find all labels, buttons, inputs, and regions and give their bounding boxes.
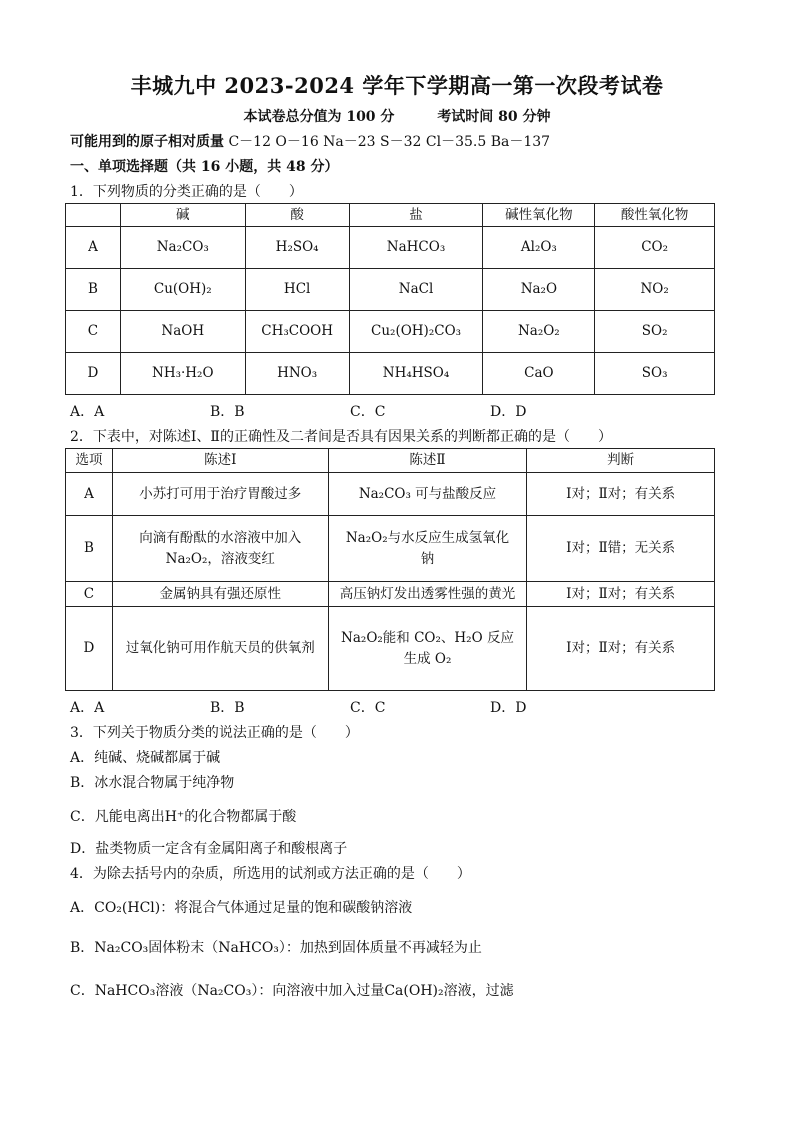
q1-cell: C <box>66 311 121 353</box>
q1-cell: Na₂O₂ <box>483 311 595 353</box>
q1-option-c: C．C <box>350 404 386 420</box>
q1-row-b <box>66 269 715 311</box>
q2-cell: 过氧化钠可用作航天员的供氧剂 <box>112 607 328 691</box>
q1-cell: NaOH <box>120 311 245 353</box>
q2-row-d <box>66 607 715 691</box>
q1-cell: NH₄HSO₄ <box>349 353 483 395</box>
q1-cell: Cu(OH)₂ <box>120 269 245 311</box>
q2-stem: 2．下表中，对陈述Ⅰ、Ⅱ的正确性及二者间是否具有因果关系的判断都正确的是（ ） <box>70 429 612 445</box>
q1-cell: CO₂ <box>595 227 715 269</box>
q1-header-cell: 酸性氧化物 <box>595 204 715 227</box>
q1-cell: A <box>66 227 121 269</box>
q1-cell: NaCl <box>349 269 483 311</box>
q1-row-c <box>66 311 715 353</box>
q2-header-cell: 判断 <box>527 449 715 473</box>
q1-cell: D <box>66 353 121 395</box>
q1-cell: Al₂O₃ <box>483 227 595 269</box>
q1-option-d: D．D <box>490 404 527 420</box>
q2-option-c: C．C <box>350 700 386 716</box>
q1-header-cell: 酸 <box>245 204 349 227</box>
q1-header-cell: 碱 <box>120 204 245 227</box>
q1-cell: SO₃ <box>595 353 715 395</box>
q1-cell: Na₂O <box>483 269 595 311</box>
q1-cell: SO₂ <box>595 311 715 353</box>
q2-cell: 小苏打可用于治疗胃酸过多 <box>112 473 328 516</box>
q2-cell: 向滴有酚酞的水溶液中加入Na₂O₂，溶液变红 <box>112 516 328 582</box>
q2-header-cell: 陈述Ⅱ <box>328 449 527 473</box>
exam-time: 考试时间 80 分钟 <box>437 109 551 125</box>
q1-stem: 1．下列物质的分类正确的是（ ） <box>70 184 303 200</box>
q2-cell: Ⅰ对；Ⅱ错；无关系 <box>527 516 715 582</box>
q2-option-a: A．A <box>70 700 105 716</box>
q2-cell: Ⅰ对；Ⅱ对；有关系 <box>527 607 715 691</box>
q1-option-b: B．B <box>210 404 245 420</box>
q3-choice-c: C．凡能电离出H⁺的化合物都属于酸 <box>70 809 297 825</box>
q4-choice-a: A．CO₂(HCl)：将混合气体通过足量的饱和碳酸钠溶液 <box>70 900 413 916</box>
total-score: 本试卷总分值为 100 分 <box>243 109 395 125</box>
q1-cell: NaHCO₃ <box>349 227 483 269</box>
q1-header-cell: 碱性氧化物 <box>483 204 595 227</box>
q2-cell: Na₂CO₃ 可与盐酸反应 <box>328 473 527 516</box>
q2-cell: B <box>66 516 113 582</box>
q1-header-cell <box>66 204 121 227</box>
q1-cell: CH₃COOH <box>245 311 349 353</box>
q3-choice-b: B．冰水混合物属于纯净物 <box>70 775 235 791</box>
q1-header-row <box>66 204 715 227</box>
q2-cell: Na₂O₂与水反应生成氢氧化钠 <box>328 516 527 582</box>
q3-choice-d: D．盐类物质一定含有金属阳离子和酸根离子 <box>70 841 348 857</box>
q1-cell: Na₂CO₃ <box>120 227 245 269</box>
q2-cell: D <box>66 607 113 691</box>
q1-cell: H₂SO₄ <box>245 227 349 269</box>
q2-cell: 金属钠具有强还原性 <box>112 582 328 607</box>
q1-row-a <box>66 227 715 269</box>
q2-cell: Ⅰ对；Ⅱ对；有关系 <box>527 582 715 607</box>
atomic-mass-values: C－12 O－16 Na－23 S－32 Cl－35.5 Ba－137 <box>228 134 551 150</box>
q2-cell: 高压钠灯发出透雾性强的黄光 <box>328 582 527 607</box>
q1-row-d <box>66 353 715 395</box>
q1-cell: CaO <box>483 353 595 395</box>
q2-header-row <box>66 449 715 473</box>
q4-choice-c: C．NaHCO₃溶液（Na₂CO₃）：向溶液中加入过量Ca(OH)₂溶液，过滤 <box>70 983 514 999</box>
q2-cell: Na₂O₂能和 CO₂、H₂O 反应生成 O₂ <box>328 607 527 691</box>
atomic-mass-label: 可能用到的原子相对质量 <box>70 134 224 150</box>
q2-header-cell: 选项 <box>66 449 113 473</box>
exam-info <box>0 106 794 126</box>
q4-choice-b: B．Na₂CO₃固体粉末（NaHCO₃）：加热到固体质量不再减轻为止 <box>70 940 482 956</box>
q2-option-b: B．B <box>210 700 245 716</box>
q2-table <box>65 448 715 691</box>
q1-option-a: A．A <box>70 404 105 420</box>
q2-row-a <box>66 473 715 516</box>
q2-cell: C <box>66 582 113 607</box>
q3-stem: 3．下列关于物质分类的说法正确的是（ ） <box>70 725 359 741</box>
q1-cell: NO₂ <box>595 269 715 311</box>
q2-row-c <box>66 582 715 607</box>
q2-row-b <box>66 516 715 582</box>
q2-cell: A <box>66 473 113 516</box>
q1-cell: Cu₂(OH)₂CO₃ <box>349 311 483 353</box>
q1-cell: B <box>66 269 121 311</box>
q2-option-d: D．D <box>490 700 527 716</box>
q1-cell: NH₃·H₂O <box>120 353 245 395</box>
q4-stem: 4．为除去括号内的杂质，所选用的试剂或方法正确的是（ ） <box>70 866 471 882</box>
exam-title: 丰城九中 2023-2024 学年下学期高一第一次段考试卷 <box>130 73 664 98</box>
q2-cell: Ⅰ对；Ⅱ对；有关系 <box>527 473 715 516</box>
q1-table <box>65 203 715 395</box>
q1-cell: HNO₃ <box>245 353 349 395</box>
q1-header-cell: 盐 <box>349 204 483 227</box>
q1-cell: HCl <box>245 269 349 311</box>
atomic-mass-line <box>70 131 550 151</box>
q3-choice-a: A．纯碱、烧碱都属于碱 <box>70 750 221 766</box>
section-heading: 一、单项选择题（共 16 小题，共 48 分） <box>70 159 339 175</box>
q2-header-cell: 陈述Ⅰ <box>112 449 328 473</box>
